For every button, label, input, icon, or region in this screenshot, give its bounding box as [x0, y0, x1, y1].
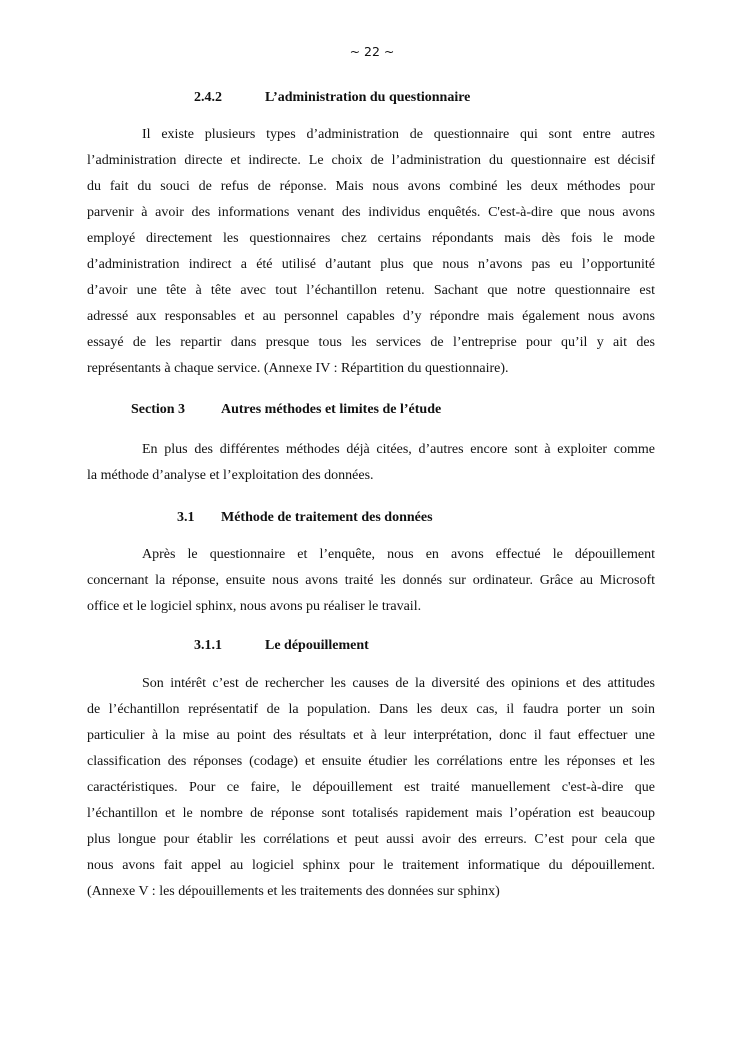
heading-number: Section 3: [131, 402, 186, 417]
text-line: représentants à chaque service. (Annexe IV : Répartition du questionnaire).: [87, 361, 509, 376]
text-line: plus longue pour établir les corrélations et peut aussi avoir des erreurs. C’est pour cela que: [87, 832, 655, 847]
text-line: caractéristiques. Pour ce faire, le dépouillement est traité manuellement c'est-à-dire que: [87, 780, 655, 795]
text-line: classification des réponses (codage) et ensuite étudier les corrélations entre les réponses et les: [87, 754, 655, 769]
heading-title: Autres méthodes et limites de l’étude: [221, 402, 442, 417]
text-line: Son intérêt c’est de rechercher les causes de la diversité des opinions et des attitudes: [142, 676, 655, 691]
text-line: l’échantillon et le nombre de réponse sont totalisés rapidement mais l’opération est beaucoup: [87, 806, 655, 821]
paragraph-administration: [87, 122, 655, 382]
text-line: Après le questionnaire et l’enquête, nous en avons effectué le dépouillement: [142, 547, 655, 562]
heading-title: Méthode de traitement des données: [221, 510, 433, 525]
text-line: particulier à la mise au point des résultats et à leur interprétation, donc il faut effectuer une: [87, 728, 655, 743]
text-line: office et le logiciel sphinx, nous avons pu réaliser le travail.: [87, 599, 422, 614]
text-line: En plus des différentes méthodes déjà citées, d’autres encore sont à exploiter comme: [142, 442, 655, 457]
text-line: la méthode d’analyse et l’exploitation des données.: [87, 468, 374, 483]
text-line: du fait du souci de refus de réponse. Mais nous avons combiné les deux méthodes pour: [87, 179, 655, 194]
text-line: concernant la réponse, ensuite nous avons traité les donnés sur ordinateur. Grâce au Microsoft: [87, 573, 655, 588]
text-line: de l’échantillon représentatif de la population. Dans les deux cas, il faudra porter un soin: [87, 702, 655, 717]
text-line: employé directement les questionnaires chez certains répondants mais dès fois le mode: [87, 231, 655, 246]
heading-title: Le dépouillement: [265, 638, 369, 653]
heading-title: L’administration du questionnaire: [265, 90, 471, 105]
heading-number: 2.4.2: [194, 90, 222, 105]
paragraph-autres-methodes: [87, 437, 655, 489]
heading-number: 3.1.1: [194, 638, 222, 653]
page-number: ~ 22 ~: [349, 44, 395, 59]
paragraph-traitement: [87, 542, 655, 620]
text-line: l’administration directe et indirecte. Le choix de l’administration du questionnaire est décisif: [87, 153, 655, 168]
text-line: d’administration indirect a été utilisé d’autant plus que nous n’avons pas eu l’opportunité: [87, 257, 655, 272]
text-line: essayé de les repartir dans presque tous les services de l’entreprise pour qu’il y ait des: [87, 335, 655, 350]
text-line: nous avons fait appel au logiciel sphinx pour le traitement informatique du dépouillement.: [87, 858, 655, 873]
heading-number: 3.1: [177, 510, 195, 525]
text-line: (Annexe V : les dépouillements et les traitements des données sur sphinx): [87, 884, 500, 899]
text-line: adressé aux responsables et au personnel capables d’y répondre mais également nous avons: [87, 309, 655, 324]
paragraph-depouillement: [87, 671, 655, 905]
text-line: parvenir à avoir des informations venant des individus enquêtés. C'est-à-dire que nous avons: [87, 205, 655, 220]
text-line: d’avoir une tête à tête avec tout l’échantillon retenu. Sachant que notre questionnaire est: [87, 283, 655, 298]
text-line: Il existe plusieurs types d’administration de questionnaire qui sont entre autres: [142, 127, 655, 142]
